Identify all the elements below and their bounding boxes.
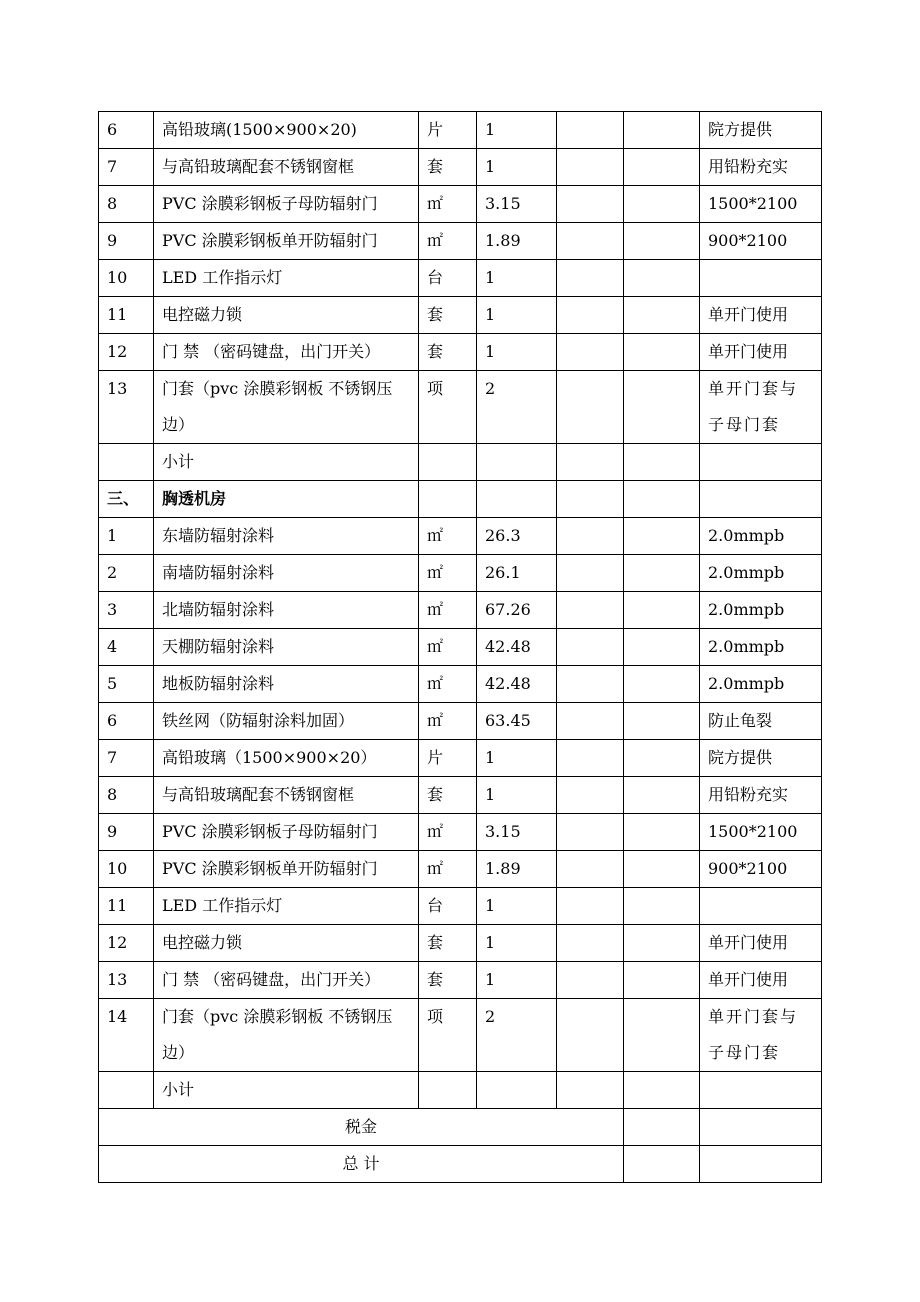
cell-remark: 院方提供 — [700, 740, 822, 777]
cell-name: 地板防辐射涂料 — [154, 666, 419, 703]
cell-remark — [700, 481, 822, 518]
cell-unit: 套 — [419, 149, 477, 186]
cell-price — [557, 925, 624, 962]
table-row — [99, 666, 822, 703]
cell-no: 13 — [99, 962, 154, 999]
cell-qty: 1 — [477, 297, 557, 334]
cell-qty: 67.26 — [477, 592, 557, 629]
cell-name: LED 工作指示灯 — [154, 888, 419, 925]
cell-name: 门套（pvc 涂膜彩钢板 不锈钢压边） — [154, 999, 419, 1072]
cell-amount — [624, 112, 700, 149]
total-label: 总 计 — [99, 1146, 624, 1183]
cell-unit: ㎡ — [419, 592, 477, 629]
table-row — [99, 777, 822, 814]
cell-remark: 单开门套与子母门套 — [700, 371, 822, 444]
cell-name: 门套（pvc 涂膜彩钢板 不锈钢压边） — [154, 371, 419, 444]
cell-remark — [700, 888, 822, 925]
cell-price — [557, 112, 624, 149]
cell-unit: 套 — [419, 777, 477, 814]
cell-amount — [624, 260, 700, 297]
cell-qty: 1 — [477, 740, 557, 777]
cell-unit: 项 — [419, 999, 477, 1072]
cell-qty: 1 — [477, 777, 557, 814]
cell-qty: 1 — [477, 112, 557, 149]
cell-no: 11 — [99, 888, 154, 925]
cell-price — [557, 186, 624, 223]
table-row — [99, 186, 822, 223]
cell-remark: 2.0mmpb — [700, 555, 822, 592]
cell-amount — [624, 149, 700, 186]
cell-qty — [477, 481, 557, 518]
cell-no: 7 — [99, 740, 154, 777]
cell-price — [557, 962, 624, 999]
cell-qty: 1 — [477, 334, 557, 371]
cell-qty: 63.45 — [477, 703, 557, 740]
cell-amount — [624, 999, 700, 1072]
cell-unit: 台 — [419, 888, 477, 925]
cell-qty: 42.48 — [477, 629, 557, 666]
cell-unit: ㎡ — [419, 555, 477, 592]
cell-unit: ㎡ — [419, 186, 477, 223]
cell-name: 南墙防辐射涂料 — [154, 555, 419, 592]
cell-qty: 1 — [477, 149, 557, 186]
table-row — [99, 851, 822, 888]
table-row — [99, 444, 822, 481]
cell-price — [557, 777, 624, 814]
cell-amount — [624, 888, 700, 925]
cell-unit: ㎡ — [419, 851, 477, 888]
cell-unit — [419, 444, 477, 481]
cell-price — [557, 592, 624, 629]
cell-no: 12 — [99, 925, 154, 962]
table-row — [99, 555, 822, 592]
cell-remark: 单开门使用 — [700, 297, 822, 334]
cell-unit: ㎡ — [419, 223, 477, 260]
table-row — [99, 149, 822, 186]
cell-unit: 片 — [419, 740, 477, 777]
cell-price — [557, 297, 624, 334]
cell-remark: 2.0mmpb — [700, 518, 822, 555]
cell-qty: 1 — [477, 962, 557, 999]
table-row — [99, 1072, 822, 1109]
cell-amount — [624, 186, 700, 223]
cell-remark: 1500*2100 — [700, 814, 822, 851]
cell-price — [557, 629, 624, 666]
cell-amount — [624, 334, 700, 371]
total-amount — [624, 1146, 700, 1183]
cell-remark: 用铅粉充实 — [700, 149, 822, 186]
cell-qty: 3.15 — [477, 814, 557, 851]
cell-remark: 单开门使用 — [700, 962, 822, 999]
cell-no: 8 — [99, 186, 154, 223]
cell-price — [557, 740, 624, 777]
cell-no: 8 — [99, 777, 154, 814]
cell-remark: 院方提供 — [700, 112, 822, 149]
table-row — [99, 297, 822, 334]
cell-price — [557, 888, 624, 925]
cell-no: 2 — [99, 555, 154, 592]
cell-remark: 1500*2100 — [700, 186, 822, 223]
cell-unit: 套 — [419, 297, 477, 334]
cell-no: 9 — [99, 814, 154, 851]
total-remark — [700, 1146, 822, 1183]
cell-qty: 42.48 — [477, 666, 557, 703]
cell-remark: 单开门套与子母门套 — [700, 999, 822, 1072]
cell-amount — [624, 851, 700, 888]
table-row — [99, 962, 822, 999]
cell-qty: 3.15 — [477, 186, 557, 223]
cell-qty: 26.3 — [477, 518, 557, 555]
cell-remark — [700, 444, 822, 481]
cell-name: 天棚防辐射涂料 — [154, 629, 419, 666]
cell-no: 14 — [99, 999, 154, 1072]
cell-amount — [624, 371, 700, 444]
cell-amount — [624, 297, 700, 334]
cell-no: 11 — [99, 297, 154, 334]
cell-price — [557, 149, 624, 186]
cell-unit — [419, 1072, 477, 1109]
cell-qty: 1 — [477, 260, 557, 297]
cell-name: 电控磁力锁 — [154, 297, 419, 334]
cell-qty: 26.1 — [477, 555, 557, 592]
cell-name: PVC 涂膜彩钢板单开防辐射门 — [154, 223, 419, 260]
cell-price — [557, 481, 624, 518]
cell-amount — [624, 925, 700, 962]
cell-no: 7 — [99, 149, 154, 186]
cell-unit: ㎡ — [419, 629, 477, 666]
table-row — [99, 925, 822, 962]
cell-remark: 900*2100 — [700, 223, 822, 260]
cell-name: 小计 — [154, 444, 419, 481]
cell-amount — [624, 1072, 700, 1109]
cell-amount — [624, 740, 700, 777]
table-row — [99, 260, 822, 297]
table-body — [99, 112, 822, 1109]
cell-unit: 台 — [419, 260, 477, 297]
cell-price — [557, 223, 624, 260]
cell-price — [557, 444, 624, 481]
cell-unit: 项 — [419, 371, 477, 444]
cell-amount — [624, 592, 700, 629]
cell-amount — [624, 814, 700, 851]
cell-amount — [624, 777, 700, 814]
cell-qty — [477, 444, 557, 481]
cell-name: 电控磁力锁 — [154, 925, 419, 962]
cell-name: 铁丝网（防辐射涂料加固） — [154, 703, 419, 740]
cell-remark: 2.0mmpb — [700, 629, 822, 666]
cell-name: 胸透机房 — [154, 481, 419, 518]
cell-unit: ㎡ — [419, 666, 477, 703]
cell-name: 东墙防辐射涂料 — [154, 518, 419, 555]
tax-amount — [624, 1109, 700, 1146]
cell-remark: 900*2100 — [700, 851, 822, 888]
table-row — [99, 371, 822, 444]
cell-no — [99, 1072, 154, 1109]
table-row — [99, 740, 822, 777]
cell-no — [99, 444, 154, 481]
cell-no: 12 — [99, 334, 154, 371]
cell-remark: 单开门使用 — [700, 334, 822, 371]
cell-amount — [624, 481, 700, 518]
cell-amount — [624, 666, 700, 703]
cell-remark — [700, 260, 822, 297]
table-row — [99, 592, 822, 629]
cell-price — [557, 703, 624, 740]
cell-name: 与高铅玻璃配套不锈钢窗框 — [154, 149, 419, 186]
cell-unit: ㎡ — [419, 814, 477, 851]
cell-unit — [419, 481, 477, 518]
cell-no: 5 — [99, 666, 154, 703]
cell-name: PVC 涂膜彩钢板子母防辐射门 — [154, 814, 419, 851]
table-row — [99, 334, 822, 371]
table-row — [99, 481, 822, 518]
cell-name: PVC 涂膜彩钢板子母防辐射门 — [154, 186, 419, 223]
table-row — [99, 888, 822, 925]
table-row — [99, 223, 822, 260]
cell-qty: 1 — [477, 925, 557, 962]
cell-price — [557, 1072, 624, 1109]
summary-body — [99, 1109, 822, 1183]
cell-amount — [624, 962, 700, 999]
cell-amount — [624, 518, 700, 555]
cell-price — [557, 851, 624, 888]
cell-name: 高铅玻璃(1500×900×20) — [154, 112, 419, 149]
cell-remark — [700, 1072, 822, 1109]
cell-price — [557, 555, 624, 592]
cell-name: 高铅玻璃（1500×900×20） — [154, 740, 419, 777]
cell-no: 6 — [99, 112, 154, 149]
cell-name: LED 工作指示灯 — [154, 260, 419, 297]
table-row — [99, 629, 822, 666]
cell-remark: 防止龟裂 — [700, 703, 822, 740]
cell-price — [557, 814, 624, 851]
cell-price — [557, 334, 624, 371]
cell-amount — [624, 555, 700, 592]
cell-no: 4 — [99, 629, 154, 666]
cell-unit: ㎡ — [419, 703, 477, 740]
cell-no: 13 — [99, 371, 154, 444]
cell-no: 3 — [99, 592, 154, 629]
cell-qty — [477, 1072, 557, 1109]
cell-qty: 1 — [477, 888, 557, 925]
tax-remark — [700, 1109, 822, 1146]
cell-remark: 单开门使用 — [700, 925, 822, 962]
table-row — [99, 518, 822, 555]
cell-unit: 套 — [419, 962, 477, 999]
table-row — [99, 999, 822, 1072]
cell-name: 门 禁 （密码键盘，出门开关） — [154, 334, 419, 371]
cell-no: 6 — [99, 703, 154, 740]
cell-name: 与高铅玻璃配套不锈钢窗框 — [154, 777, 419, 814]
cell-no: 10 — [99, 851, 154, 888]
cell-qty: 2 — [477, 371, 557, 444]
cell-qty: 1.89 — [477, 223, 557, 260]
cell-unit: 套 — [419, 925, 477, 962]
cell-no: 10 — [99, 260, 154, 297]
cell-price — [557, 260, 624, 297]
cell-price — [557, 666, 624, 703]
cell-name: PVC 涂膜彩钢板单开防辐射门 — [154, 851, 419, 888]
tax-label: 税金 — [99, 1109, 624, 1146]
cell-unit: 片 — [419, 112, 477, 149]
cell-remark: 用铅粉充实 — [700, 777, 822, 814]
table-row — [99, 112, 822, 149]
cell-price — [557, 999, 624, 1072]
cell-unit: ㎡ — [419, 518, 477, 555]
total-row — [99, 1146, 822, 1183]
cell-qty: 2 — [477, 999, 557, 1072]
table-row — [99, 814, 822, 851]
cell-no: 三、 — [99, 481, 154, 518]
cell-amount — [624, 629, 700, 666]
cell-qty: 1.89 — [477, 851, 557, 888]
quotation-table — [98, 111, 822, 1183]
cell-no: 9 — [99, 223, 154, 260]
cell-remark: 2.0mmpb — [700, 592, 822, 629]
cell-no: 1 — [99, 518, 154, 555]
cell-name: 小计 — [154, 1072, 419, 1109]
cell-name: 北墙防辐射涂料 — [154, 592, 419, 629]
table-row — [99, 703, 822, 740]
cell-name: 门 禁 （密码键盘，出门开关） — [154, 962, 419, 999]
cell-amount — [624, 703, 700, 740]
cell-remark: 2.0mmpb — [700, 666, 822, 703]
cell-price — [557, 371, 624, 444]
cell-unit: 套 — [419, 334, 477, 371]
tax-row — [99, 1109, 822, 1146]
cell-price — [557, 518, 624, 555]
cell-amount — [624, 444, 700, 481]
cell-amount — [624, 223, 700, 260]
